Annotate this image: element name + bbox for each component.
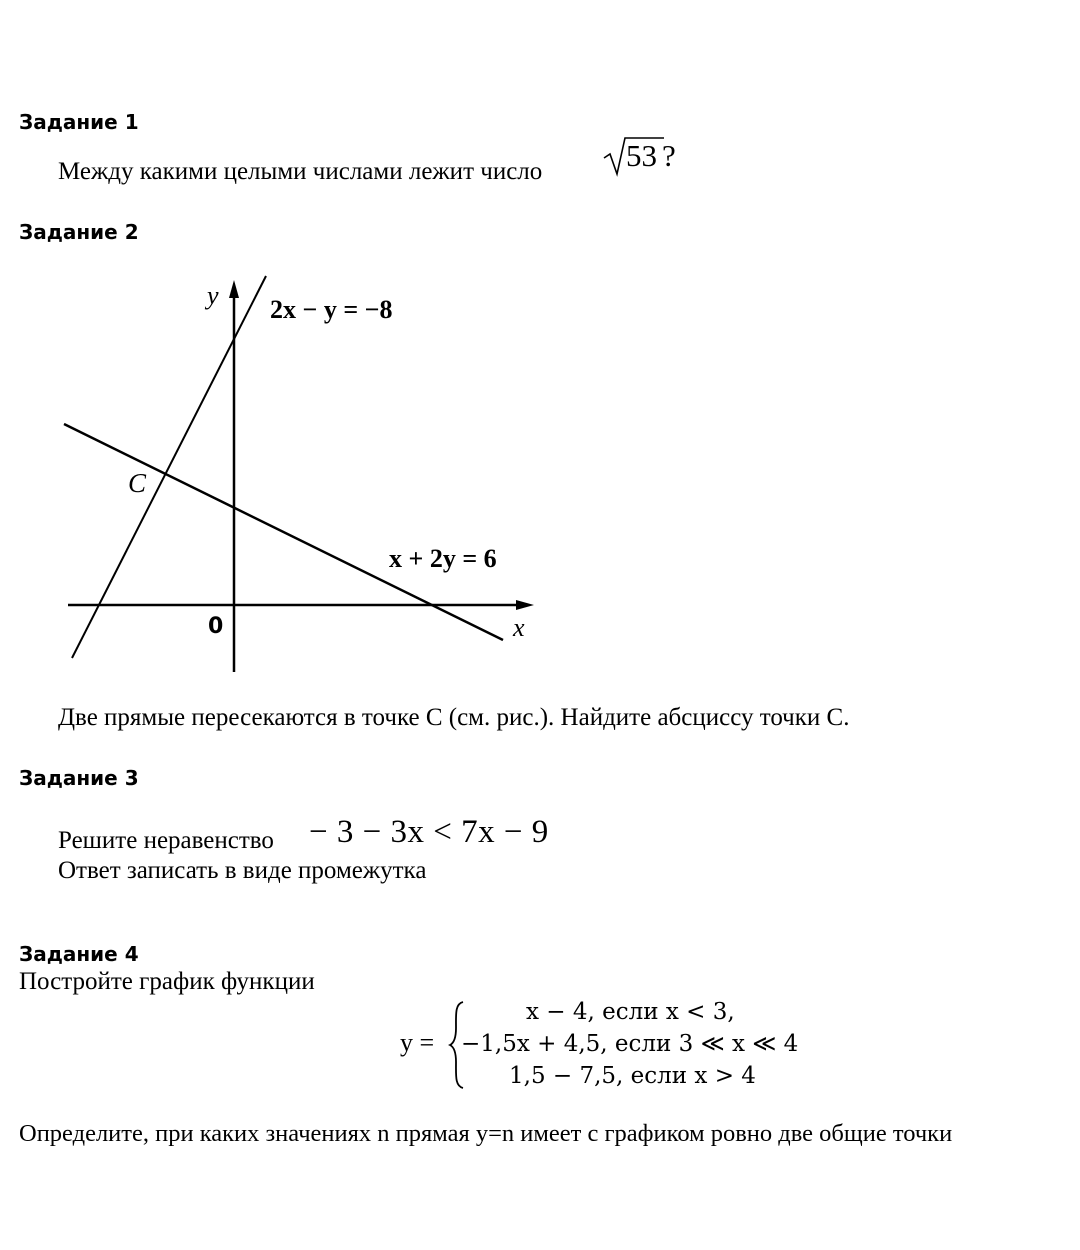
origin-label: 0	[208, 614, 224, 639]
task-2-heading: Задание 2	[19, 220, 139, 244]
radicand: 53	[626, 138, 657, 173]
lines-diagram	[0, 0, 560, 690]
task-3-heading: Задание 3	[19, 766, 139, 790]
task-1-heading: Задание 1	[19, 110, 139, 134]
point-c-label: C	[128, 468, 147, 498]
function-case-1: x − 4, если x < 3,	[526, 999, 735, 1025]
function-lhs: y =	[400, 1028, 435, 1057]
y-axis-arrow-icon	[229, 280, 239, 298]
line1-equation-label: 2x − y = −8	[270, 295, 393, 324]
function-case-2: −1,5x + 4,5, если 3 ≪ x ≪ 4	[461, 1031, 799, 1057]
question-mark: ?	[662, 138, 676, 173]
task-3-answer-note: Ответ записать в виде промежутка	[58, 857, 427, 884]
x-axis-label: x	[513, 613, 525, 642]
function-case-3: 1,5 − 7,5, если x > 4	[509, 1063, 756, 1089]
x-axis-arrow-icon	[516, 600, 534, 610]
task-3-prompt: Решите неравенство	[58, 827, 274, 854]
line-x-plus-2y	[64, 424, 503, 640]
inequality: − 3 − 3x < 7x − 9	[309, 814, 549, 850]
task-2-question: Две прямые пересекаются в точке C (см. рис.). Найдите абсциссу точки C.	[58, 704, 850, 731]
task-4-heading: Задание 4	[19, 942, 139, 966]
task-4-question: Определите, при каких значениях n прямая y=n имеет с графиком ровно две общие точки	[19, 1120, 953, 1147]
y-axis-label: y	[207, 281, 219, 310]
task-1-question: Между какими целыми числами лежит число	[58, 158, 543, 185]
line2-equation-label: x + 2y = 6	[389, 544, 497, 573]
task-4-prompt: Постройте график функции	[19, 968, 315, 995]
line-2x-minus-y	[72, 276, 266, 658]
